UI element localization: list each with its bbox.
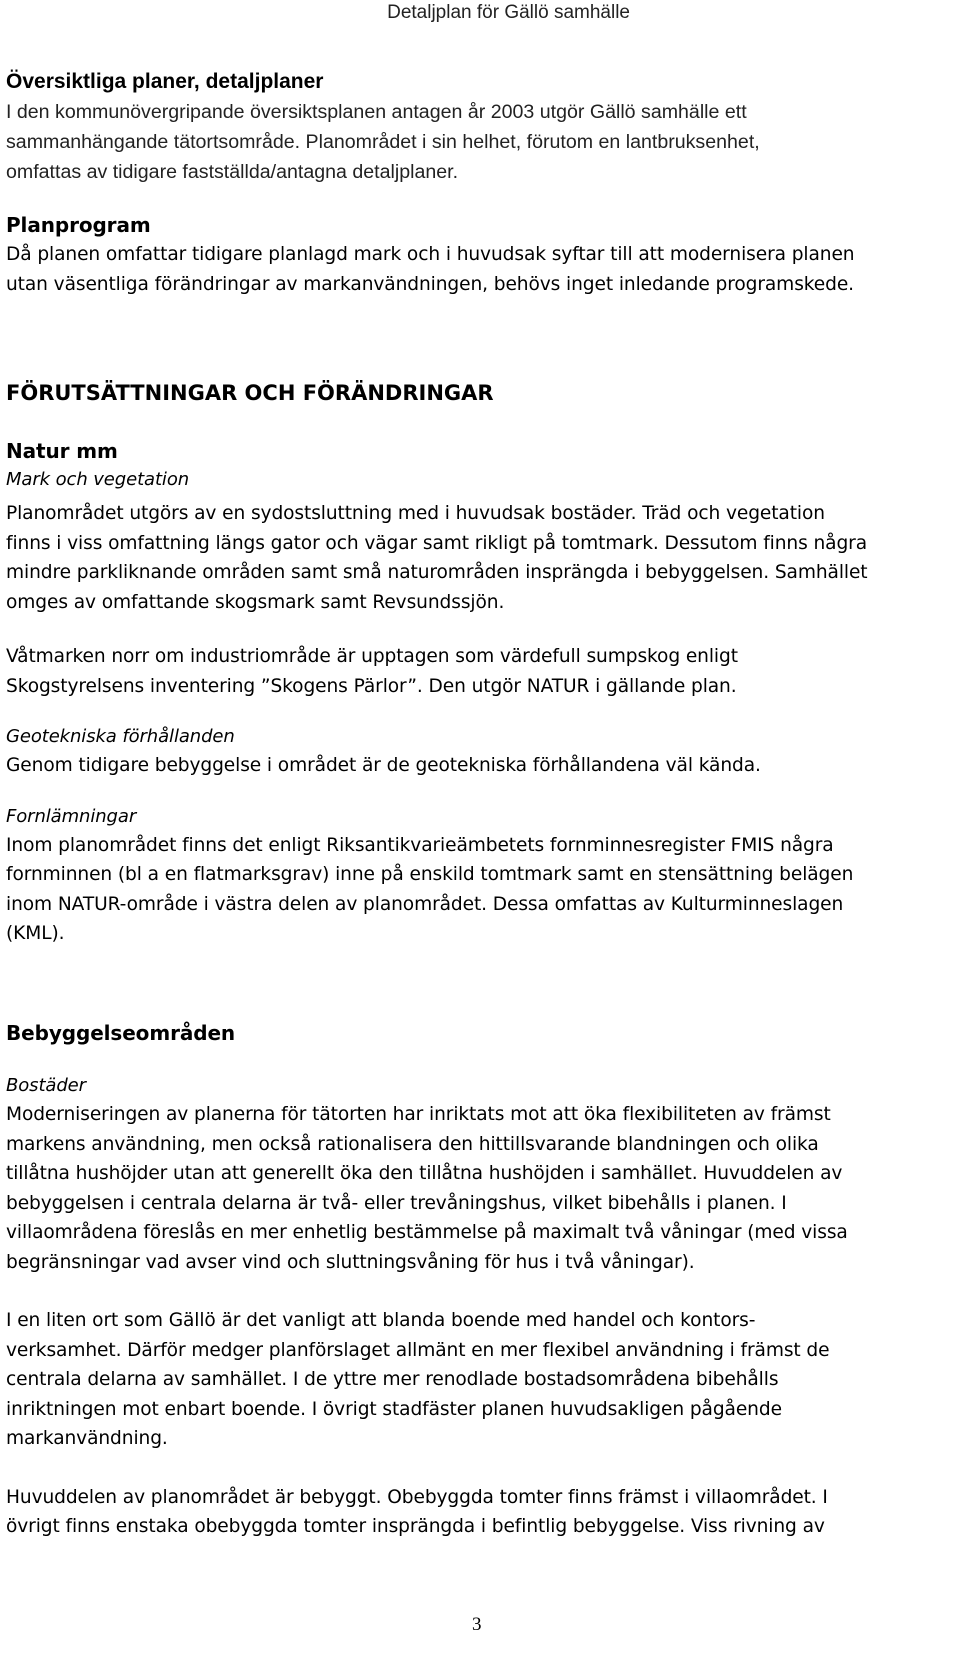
text-line: markens användning, men också rationalisera den hittillsvarande blandningen och olika bbox=[6, 1133, 819, 1155]
text-line: finns i viss omfattning längs gator och vägar samt rikligt på tomtmark. Dessutom finns några bbox=[6, 532, 868, 554]
text-line: Genom tidigare bebyggelse i området är de geotekniska förhållandena väl kända. bbox=[6, 755, 761, 776]
section-heading: Bebyggelseområden bbox=[6, 1021, 236, 1045]
text-line: fornminnen (bl a en flatmarksgrav) inne på enskild tomtmark samt en stensättning belägen bbox=[6, 864, 854, 885]
section-oversiktliga bbox=[6, 67, 946, 187]
text-line: (KML). bbox=[6, 923, 65, 944]
subheading: Mark och vegetation bbox=[6, 469, 190, 490]
text-line: omfattas av tidigare fastställda/antagna detaljplaner. bbox=[6, 161, 459, 183]
text-line: Inom planområdet finns det enligt Riksantikvarieämbetets fornminnesregister FMIS några bbox=[6, 834, 834, 856]
text-line: Skogstyrelsens inventering ”Skogens Pärlor”. Den utgör NATUR i gällande plan. bbox=[6, 675, 737, 697]
text-line: mindre parkliknande områden samt små naturområden insprängda i bebyggelsen. Samhället bbox=[6, 562, 868, 583]
section-heading: Översiktliga planer, detaljplaner bbox=[6, 70, 324, 93]
paragraph bbox=[6, 831, 946, 949]
paragraph bbox=[6, 1483, 946, 1542]
section-bebyggelse bbox=[6, 1018, 946, 1542]
text-line: Då planen omfattar tidigare planlagd mark och i huvudsak syftar till att modernisera planen bbox=[6, 244, 855, 265]
text-line: Planområdet utgörs av en sydostsluttning med i huvudsak bostäder. Träd och vegetation bbox=[6, 503, 825, 524]
running-header: Detaljplan för Gällö samhälle bbox=[387, 2, 630, 23]
section-planprogram bbox=[6, 210, 946, 299]
text-line: omges av omfattande skogsmark samt Revsundssjön. bbox=[6, 591, 505, 613]
text-line: Våtmarken norr om industriområde är upptagen som värdefull sumpskog enligt bbox=[6, 646, 738, 667]
text-line: bebyggelsen i centrala delarna är två- eller trevåningshus, vilket bibehålls i planen. I bbox=[6, 1192, 787, 1214]
text-line: markanvändning. bbox=[6, 1428, 168, 1449]
paragraph bbox=[6, 1100, 946, 1277]
text-line: Huvuddelen av planområdet är bebyggt. Obebyggda tomter finns främst i villaområdet. I bbox=[6, 1486, 828, 1508]
text-line: utan väsentliga förändringar av markanvändningen, behövs inget inledande programskede. bbox=[6, 273, 854, 295]
text-line: sammanhängande tätortsområde. Planområdet i sin helhet, förutom en lantbruksenhet, bbox=[6, 131, 760, 153]
subheading: Bostäder bbox=[6, 1075, 86, 1096]
section-natur bbox=[6, 436, 946, 949]
text-line: inriktningen mot enbart boende. I övrigt stadfäster planen huvudsakligen pågående bbox=[6, 1398, 782, 1420]
text-line: I den kommunövergripande översiktsplanen antagen år 2003 utgör Gällö samhälle ett bbox=[6, 101, 747, 123]
chapter-heading: FÖRUTSÄTTNINGAR OCH FÖRÄNDRINGAR bbox=[6, 381, 494, 405]
paragraph bbox=[6, 1306, 946, 1454]
text-line: övrigt finns enstaka obebyggda tomter insprängda i befintlig bebyggelse. Viss rivning av bbox=[6, 1516, 825, 1537]
text-line: I en liten ort som Gällö är det vanligt att blanda boende med handel och kontors- bbox=[6, 1310, 756, 1331]
text-line: tillåtna hushöjder utan att generellt öka den tillåtna hushöjden i samhället. Huvuddelen av bbox=[6, 1163, 843, 1184]
text-line: verksamhet. Därför medger planförslaget allmänt en mer flexibel användning i främst de bbox=[6, 1339, 830, 1361]
subheading: Fornlämningar bbox=[6, 805, 137, 827]
text-line: Moderniseringen av planerna för tätorten har inriktats mot att öka flexibiliteten av främst bbox=[6, 1104, 831, 1125]
paragraph bbox=[6, 499, 946, 617]
page-number: 3 bbox=[472, 1614, 482, 1635]
paragraph bbox=[6, 642, 946, 701]
text-line: begränsningar vad avser vind och sluttningsvåning för hus i två våningar). bbox=[6, 1251, 695, 1273]
section-heading: Natur mm bbox=[6, 439, 118, 463]
text-line: villaområdena föreslås en mer enhetlig bestämmelse på maximalt två våningar (med vissa bbox=[6, 1222, 848, 1243]
subheading: Geotekniska förhållanden bbox=[6, 726, 235, 747]
section-heading: Planprogram bbox=[6, 213, 151, 237]
text-line: centrala delarna av samhället. I de yttre mer renodlade bostadsområdena bibehålls bbox=[6, 1369, 779, 1390]
text-line: inom NATUR-område i västra delen av planområdet. Dessa omfattas av Kulturminneslagen bbox=[6, 893, 844, 915]
section-forutsattningar bbox=[6, 378, 946, 408]
